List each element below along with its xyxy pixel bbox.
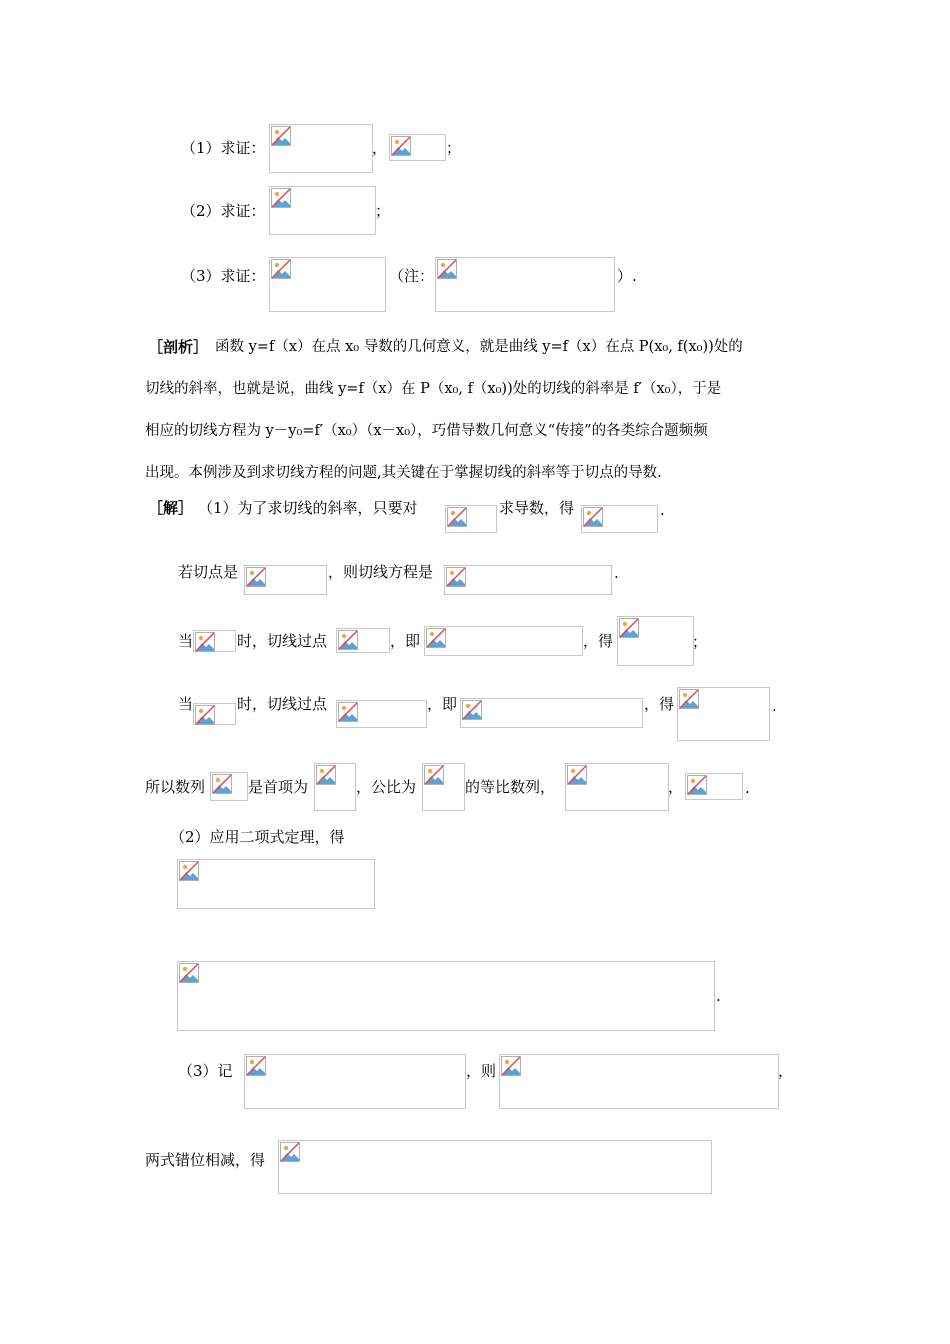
broken-image-icon — [246, 1056, 266, 1076]
formula-image — [336, 628, 390, 653]
q3-prefix: （3）求证： — [181, 267, 266, 285]
broken-image-icon — [437, 259, 457, 279]
formula-image — [193, 630, 236, 652]
formula-image — [314, 763, 356, 811]
case2-text: 当 — [178, 695, 194, 713]
period: . — [772, 697, 777, 715]
q1-prefix: （1）求证： — [181, 139, 266, 157]
sequence-text: 的等比数列， — [465, 778, 556, 796]
broken-image-icon — [501, 1056, 521, 1076]
broken-image-icon — [195, 705, 215, 725]
subtract-text: 两式错位相减，得 — [145, 1151, 266, 1169]
broken-image-icon — [338, 630, 358, 650]
broken-image-icon — [179, 861, 199, 881]
case2-text: ，得 — [644, 695, 675, 713]
case1-text: ，得 — [583, 632, 614, 650]
broken-image-icon — [583, 507, 603, 527]
broken-image-icon — [391, 136, 411, 156]
case1-text: 时，切线过点 — [237, 632, 328, 650]
formula-image — [336, 700, 427, 728]
formula-image — [499, 1054, 779, 1109]
formula-image — [445, 505, 497, 533]
case1-text: 当 — [178, 632, 194, 650]
sequence-text: ，公比为 — [356, 778, 417, 796]
broken-image-icon — [271, 188, 291, 208]
broken-image-icon — [447, 507, 467, 527]
note-open: （注： — [389, 267, 435, 285]
analysis-tag: ［剖析］ — [148, 338, 209, 356]
comma: ， — [778, 1062, 794, 1080]
period: . — [614, 564, 619, 582]
formula-image — [617, 616, 694, 666]
case2-text: 时，切线过点 — [237, 695, 328, 713]
formula-image — [424, 626, 583, 656]
period: . — [745, 779, 750, 797]
tangent-text: ，则切线方程是 — [328, 563, 434, 581]
broken-image-icon — [338, 702, 358, 722]
broken-image-icon — [567, 765, 587, 785]
solution-text: （1）为了求切线的斜率，只要对 — [198, 499, 418, 517]
formula-image — [435, 257, 615, 312]
formula-image — [177, 961, 715, 1031]
solution-text: 求导数，得 — [499, 499, 575, 517]
period: . — [660, 501, 665, 519]
formula-image — [269, 257, 386, 312]
formula-image — [193, 703, 236, 725]
analysis-line-2: 切线的斜率，也就是说，曲线 y=f（x）在 P（x₀, f（x₀))处的切线的斜率是 f′（x₀），于是 — [145, 381, 722, 397]
broken-image-icon — [424, 765, 444, 785]
formula-image — [677, 687, 770, 741]
broken-image-icon — [426, 628, 446, 648]
formula-image — [244, 1054, 466, 1109]
formula-image — [565, 763, 669, 811]
broken-image-icon — [280, 1142, 300, 1162]
part2-text: （2）应用二项式定理，得 — [170, 828, 345, 846]
broken-image-icon — [679, 689, 699, 709]
semicolon: ； — [375, 202, 391, 220]
tangent-text: 若切点是 — [178, 563, 239, 581]
broken-image-icon — [316, 765, 336, 785]
broken-image-icon — [179, 963, 199, 983]
comma: ， — [668, 778, 684, 796]
note-close: ）. — [617, 267, 637, 285]
formula-image — [685, 773, 743, 800]
broken-image-icon — [687, 775, 707, 795]
broken-image-icon — [246, 567, 266, 587]
broken-image-icon — [462, 700, 482, 720]
broken-image-icon — [195, 632, 215, 652]
analysis-line-1: 函数 y=f（x）在点 x₀ 导数的几何意义，就是曲线 y=f（x）在点 P(x₀, f(x₀))处的 — [215, 339, 743, 355]
formula-image — [460, 698, 643, 728]
solution-tag: ［解］ — [148, 499, 194, 517]
formula-image — [389, 134, 446, 161]
formula-image — [177, 859, 375, 909]
formula-image — [269, 124, 373, 173]
q2-prefix: （2）求证： — [181, 202, 266, 220]
analysis-line-4: 出现。本例涉及到求切线方程的问题,其关键在于掌握切线的斜率等于切点的导数. — [145, 465, 662, 481]
formula-image — [269, 186, 376, 235]
case1-text: ，即 — [390, 632, 421, 650]
formula-image — [581, 505, 658, 533]
part3-text: （3）记 — [178, 1062, 233, 1080]
sequence-text: 所以数列 — [145, 778, 206, 796]
formula-image — [444, 565, 612, 595]
case2-text: ，即 — [427, 695, 458, 713]
broken-image-icon — [271, 259, 291, 279]
period: . — [716, 987, 721, 1005]
formula-image — [210, 772, 248, 801]
broken-image-icon — [212, 774, 232, 794]
formula-image — [278, 1140, 712, 1194]
sequence-text: 是首项为 — [248, 778, 309, 796]
formula-image — [422, 763, 465, 811]
broken-image-icon — [446, 567, 466, 587]
broken-image-icon — [271, 126, 291, 146]
semicolon: ； — [692, 633, 708, 651]
comma: ， — [372, 139, 388, 157]
formula-image — [244, 565, 327, 595]
analysis-line-3: 相应的切线方程为 y－y₀=f′（x₀）（x－x₀），巧借导数几何意义“传接”的各类综合题频频 — [145, 423, 708, 439]
part3-text: ，则 — [466, 1062, 497, 1080]
broken-image-icon — [619, 618, 639, 638]
semicolon: ； — [446, 139, 462, 157]
